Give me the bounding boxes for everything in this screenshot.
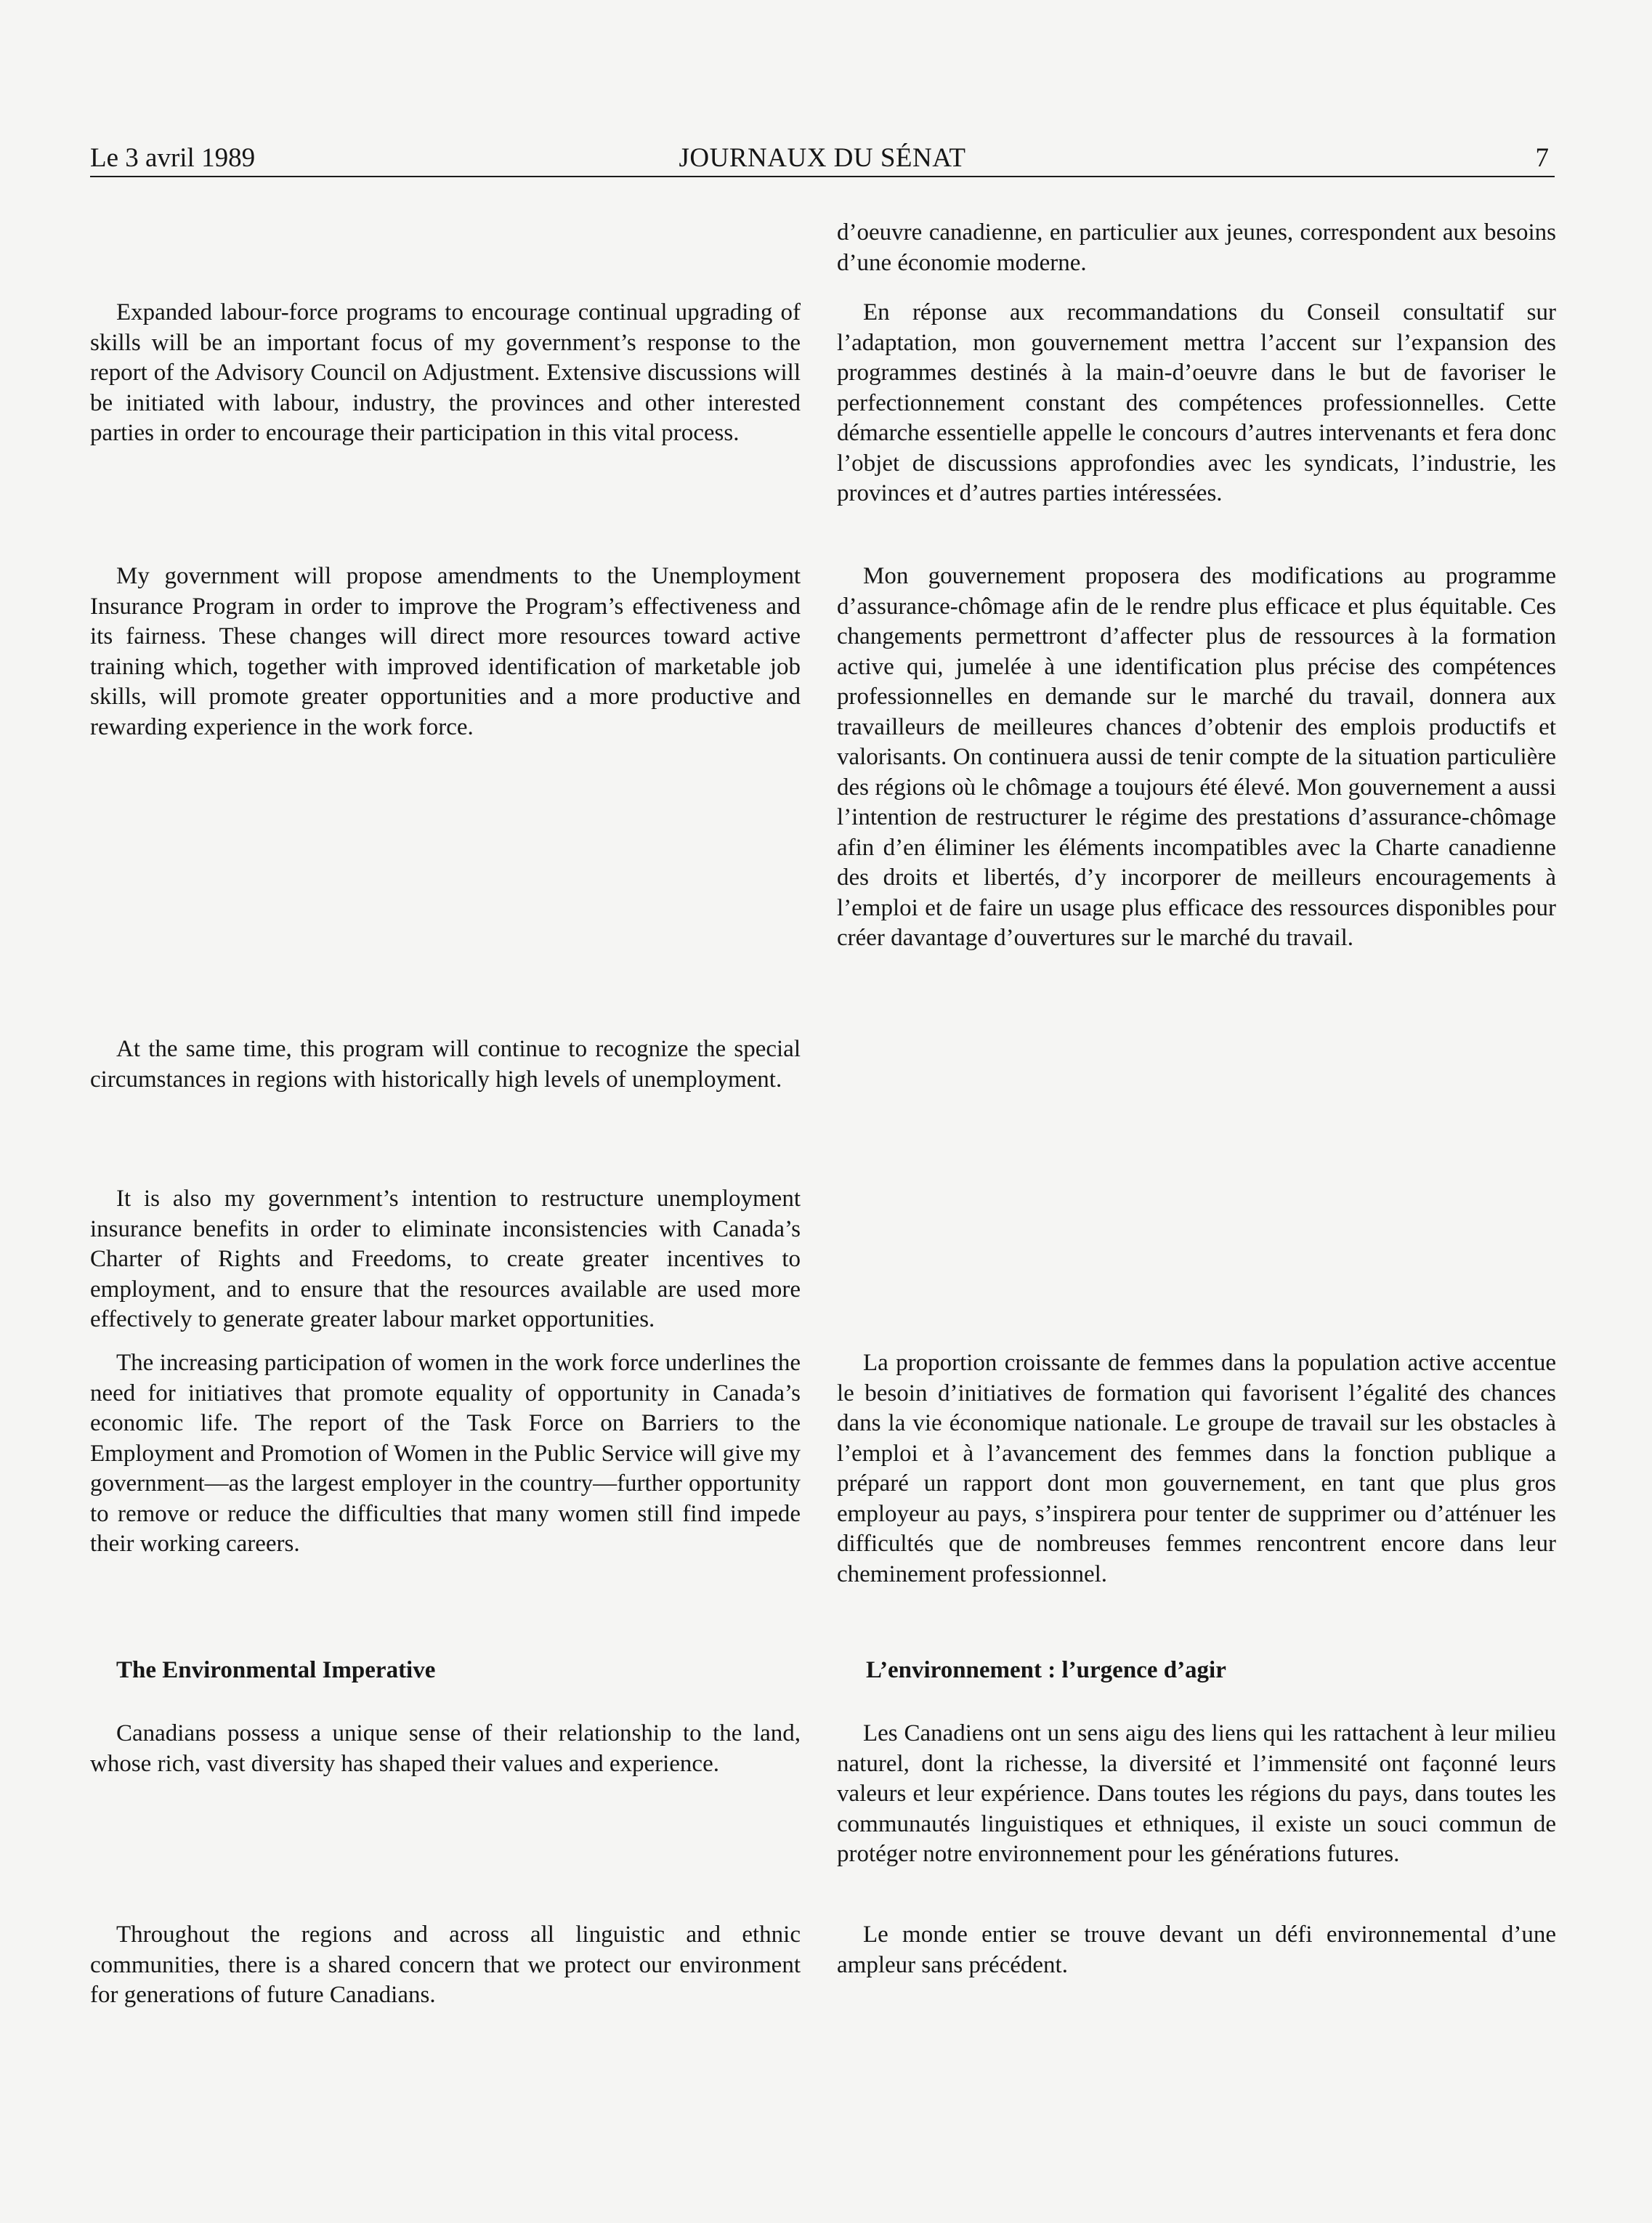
- page-header: [90, 142, 1555, 177]
- fr-heading-environnement: L’environnement : l’urgence d’agir: [866, 1657, 1226, 1683]
- fr-paragraph-adaptation: En réponse aux recommandations du Conseil consultatif sur l’adaptation, mon gouvernement mettra l’accent sur l’expansion des programmes destinés à la main-d’oeuvre dans le but de favoriser le perfectionnement constant des compétences professionnelles. Cette démarche essentielle appelle le concours d’autres intervenants et fera donc l’objet de discussions approfondies avec les syndicats, l’industrie, les provinces et d’autres parties intéressées.: [837, 299, 1556, 506]
- en-paragraph-canadians-land: Canadians possess a unique sense of their relationship to the land, whose rich, vast diversity has shaped their values and experience.: [90, 1720, 801, 1777]
- fr-paragraph-defi-environnemental: Le monde entier se trouve devant un défi environnemental d’une ampleur sans précédent.: [837, 1922, 1556, 1978]
- en-paragraph-women-workforce: The increasing participation of women in the work force underlines the need for initiatives that promote equality of opportunity in Canada’s economic life. The report of the Task Force on Barriers to the Employment and Promotion of Women in the Public Service will give my government—as the largest employer in the country—further opportunity to remove or reduce the difficulties that many women still find impede their working careers.: [90, 1350, 801, 1557]
- en-paragraph-shared-concern: Throughout the regions and across all linguistic and ethnic communities, there is a shared concern that we protect our environment for generations of future Canadians.: [90, 1922, 801, 2008]
- fr-paragraph-canadiens-milieu: Les Canadiens ont un sens aigu des liens qui les rattachent à leur milieu naturel, dont la richesse, la diversité et l’immensité ont façonné leurs valeurs et leur expérience. Dans toutes les régions du pays, dans toutes les communautés linguistiques et ethniques, il existe un souci commun de protéger notre environnement pour les générations futures.: [837, 1720, 1556, 1867]
- header-date: Le 3 avril 1989: [90, 143, 256, 173]
- en-paragraph-unemployment-amendments: My government will propose amendments to the Unemployment Insurance Program in order to improve the Program’s effectiveness and its fairness. These changes will direct more resources toward active training which, together with improved identification of marketable job skills, will promote greater opportunities and a more productive and rewarding experience in the work force.: [90, 563, 801, 740]
- fr-paragraph-continuation: d’oeuvre canadienne, en particulier aux jeunes, correspondent aux besoins d’une économie moderne.: [837, 219, 1556, 276]
- en-paragraph-regional-circumstances: At the same time, this program will continue to recognize the special circumstances in regions with historically high levels of unemployment.: [90, 1036, 801, 1093]
- en-paragraph-restructure-benefits: It is also my government’s intention to restructure unemployment insurance benefits in order to eliminate inconsistencies with Canada’s Charter of Rights and Freedoms, to create greater incentives to employment, and to ensure that the resources available are used more effectively to generate greater labour market opportunities.: [90, 1186, 801, 1332]
- page-number: 7: [1535, 143, 1549, 173]
- en-heading-environment: The Environmental Imperative: [116, 1657, 436, 1683]
- fr-paragraph-femmes: La proportion croissante de femmes dans la population active accentue le besoin d’initiatives de formation qui favorisent l’égalité des chances dans la vie économique nationale. Le groupe de travail sur les obstacles à l’emploi et à l’avancement des femmes dans la fonction publique a préparé un rapport dont mon gouvernement, en tant que plus gros employeur au pays, s’inspirera pour tenter de supprimer ou d’atténuer les difficultés que de nombreuses femmes rencontrent encore dans leur cheminement professionnel.: [837, 1350, 1556, 1587]
- en-paragraph-labour-programs: Expanded labour-force programs to encourage continual upgrading of skills will be an important focus of my government’s response to the report of the Advisory Council on Adjustment. Extensive discussions will be initiated with labour, industry, the provinces and other interested parties in order to encourage their participation in this vital process.: [90, 299, 801, 446]
- fr-paragraph-assurance-chomage: Mon gouvernement proposera des modifications au programme d’assurance-chômage afin de le rendre plus efficace et plus équitable. Ces changements permettront d’affecter plus de ressources à la formation active qui, jumelée à une identification plus précise des compétences professionnelles en demande sur le marché du travail, donnera aux travailleurs de meilleures chances d’obtenir des emplois productifs et valorisants. On continuera aussi de tenir compte de la situation particulière des régions où le chômage a toujours été élevé. Mon gouvernement a aussi l’intention de restructurer le régime des prestations d’assurance-chômage afin d’en éliminer les éléments incompatibles avec la Charte canadienne des droits et libertés, d’y incorporer de meilleurs encouragements à l’emploi et de faire un usage plus efficace des ressources disponibles pour créer davantage d’ouvertures sur le marché du travail.: [837, 563, 1556, 951]
- header-title: JOURNAUX DU SÉNAT: [679, 143, 966, 173]
